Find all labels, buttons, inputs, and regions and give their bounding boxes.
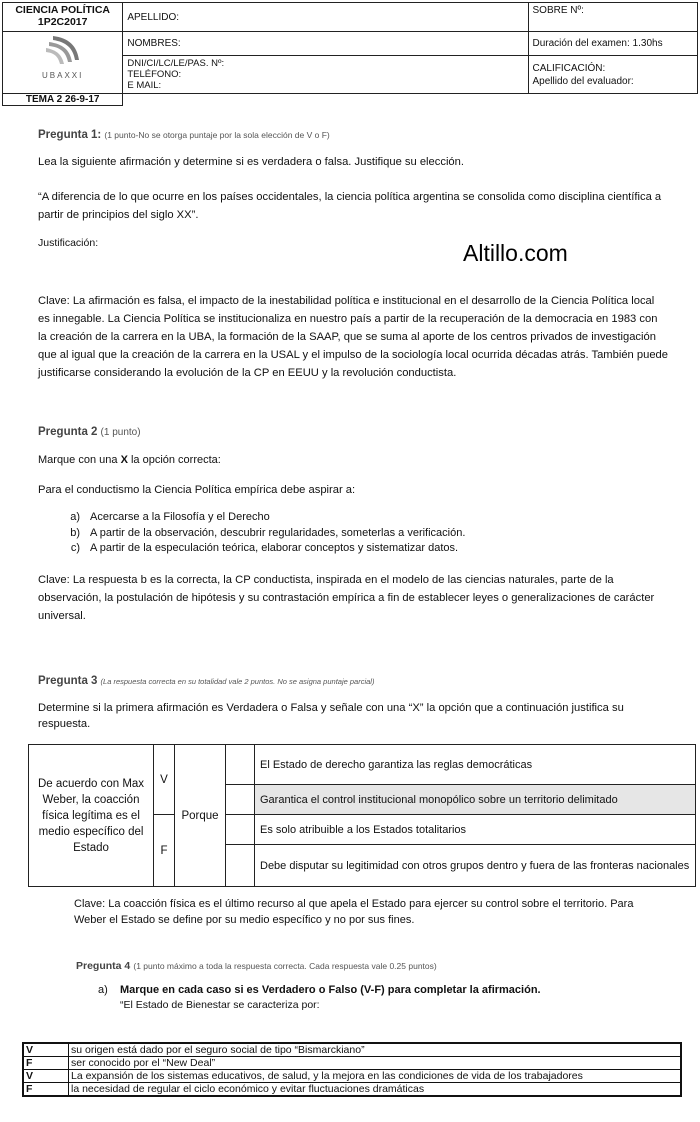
q2-clave: Clave: La respuesta b es la correcta, la CP conductista, inspirada en el modelo de las ciencias naturales, parte de la observación, la postulación de hipótesis y su contrastación empírica a fin de establecer leyes o generalizaciones de carácter universal. xyxy=(38,574,655,622)
table-row xyxy=(23,1083,681,1097)
course-name: CIENCIA POLÍTICA xyxy=(15,4,111,16)
q3-porque-label: Porque xyxy=(175,745,226,887)
watermark-text: Altillo.com xyxy=(463,240,568,266)
tema-label: TEMA 2 26-9-17 xyxy=(3,94,123,106)
q1-note: (1 punto-No se otorga puntaje por la sola elección de V o F) xyxy=(104,130,330,140)
duracion-text: Duración del examen: 1.30hs xyxy=(528,32,698,56)
q2-option-a[interactable]: a) Acercarse a la Filosofía y el Derecho xyxy=(70,511,270,523)
q2-title: Pregunta 2 xyxy=(38,426,98,438)
q2-instruction-pre: Marque con una xyxy=(38,454,121,466)
nombres-field[interactable]: NOMBRES: xyxy=(123,32,528,56)
q3-option-1: El Estado de derecho garantiza las reglas democráticas xyxy=(255,745,696,785)
course-cell xyxy=(3,3,123,32)
q2-instruction xyxy=(38,451,668,469)
course-code: 1P2C2017 xyxy=(37,16,88,28)
calificacion-field[interactable]: CALIFICACIÓN: xyxy=(532,62,606,74)
table-row xyxy=(23,1057,681,1070)
q4-item-letter: a) xyxy=(98,984,108,996)
q3-v-label[interactable]: V xyxy=(154,745,175,815)
q4-table xyxy=(22,1042,682,1097)
telefono-field[interactable]: TELÉFONO: xyxy=(127,69,182,80)
q3-checkbox-3[interactable] xyxy=(226,815,255,845)
apellido-field[interactable]: APELLIDO: xyxy=(123,3,528,32)
q1-clave: Clave: La afirmación es falsa, el impacto de la inestabilidad política e institucional en el desarrollo de la Ciencia Política local es innegable. La Ciencia Política se institucionaliza en nuestro país a partir de la recuperación de la democracia en 1983 con la creación de la carrera en la UBA, la formación de la SAAP, que se suma al aporte de los centros privados de investigación que al igual que la creación de la carrera en la USAL y el impulso de la sociología local ocurrida décadas atrás. También puede justificarse considerando la evolución de la CP en EEUU y la revolución conductista. xyxy=(38,295,668,379)
q1-statement: “A diferencia de lo que ocurre en los países occidentales, la ciencia política argentina se consolida como disciplina científica a partir de principios del siglo XX”. xyxy=(38,191,662,221)
q3-checkbox-2[interactable] xyxy=(226,785,255,815)
q4-answer-3[interactable]: V xyxy=(23,1070,69,1083)
q2-instruction-x: X xyxy=(120,454,128,466)
q3-clave: Clave: La coacción física es el último recurso al que apela el Estado para ejercer su control sobre el territorio. Para Weber el Estado se define por su medio específico y no por sus fines. xyxy=(74,898,634,926)
contact-fields xyxy=(123,56,528,94)
calificacion-cell xyxy=(528,56,698,94)
q4-statement-3: La expansión de los sistemas educativos, de salud, y la mejora en las condiciones de vida de los trabajadores xyxy=(69,1070,682,1083)
sobre-field[interactable]: SOBRE Nº: xyxy=(528,3,698,32)
q1-heading xyxy=(38,126,668,144)
dni-field[interactable]: DNI/CI/LC/LE/PAS. Nº: xyxy=(127,58,225,69)
exam-header xyxy=(2,2,698,106)
q2-option-b[interactable]: b) A partir de la observación, descubrir regularidades, someterlas a verificación. xyxy=(70,526,466,539)
q1-title: Pregunta 1: xyxy=(38,129,102,141)
email-field[interactable]: E MAIL: xyxy=(127,80,162,91)
q2-instruction-post: la opción correcta: xyxy=(127,454,221,466)
q3-heading xyxy=(38,672,668,691)
q3-option-2: Garantica el control institucional monopólico sobre un territorio delimitado xyxy=(255,785,696,815)
q4-item-quote: “El Estado de Bienestar se caracteriza por: xyxy=(120,999,320,1011)
q3-table xyxy=(28,744,696,887)
q3-f-label[interactable]: F xyxy=(154,815,175,887)
q4-statement-4: la necesidad de regular el ciclo económico y evitar fluctuaciones dramáticas xyxy=(69,1083,682,1097)
q3-title: Pregunta 3 xyxy=(38,675,98,687)
q4-statement-1: su origen está dado por el seguro social de tipo “Bismarckiano” xyxy=(69,1043,682,1057)
evaluador-field[interactable]: Apellido del evaluador: xyxy=(532,75,634,87)
table-row xyxy=(23,1070,681,1083)
q4-answer-2[interactable]: F xyxy=(23,1057,69,1070)
q4-item xyxy=(98,983,658,1013)
logo-cell xyxy=(3,32,123,94)
q2-heading xyxy=(38,423,668,442)
q3-checkbox-4[interactable] xyxy=(226,845,255,887)
q1-instruction: Lea la siguiente afirmación y determine si es verdadera o falsa. Justifique su elección. xyxy=(38,156,464,168)
q2-options xyxy=(56,510,686,557)
q2-note: (1 punto) xyxy=(100,427,141,438)
q3-checkbox-1[interactable] xyxy=(226,745,255,785)
q4-statement-2: ser conocido por el “New Deal” xyxy=(69,1057,682,1070)
q3-option-4: Debe disputar su legitimidad con otros grupos dentro y fuera de las fronteras nacionales xyxy=(255,845,696,887)
q1-justificacion-label: Justificación: xyxy=(38,237,99,249)
logo-text: UBAXXI xyxy=(42,71,84,80)
q3-instruction: Determine si la primera afirmación es Verdadera o Falsa y señale con una “X” la opción que a continuación justifica su respuesta. xyxy=(38,702,624,730)
q4-answer-1[interactable]: V xyxy=(23,1043,69,1057)
q3-note: (La respuesta correcta en su totalidad vale 2 puntos. No se asigna puntaje parcial) xyxy=(100,677,375,686)
q4-item-title: Marque en cada caso si es Verdadero o Falso (V-F) para completar la afirmación. xyxy=(120,984,541,996)
q4-answer-4[interactable]: F xyxy=(23,1083,69,1097)
q3-option-3: Es solo atribuible a los Estados totalitarios xyxy=(255,815,696,845)
q4-heading xyxy=(76,957,700,975)
q2-prompt: Para el conductismo la Ciencia Política empírica debe aspirar a: xyxy=(38,484,356,496)
q4-title: Pregunta 4 xyxy=(76,960,131,972)
q4-note: (1 punto máximo a toda la respuesta correcta. Cada respuesta vale 0.25 puntos) xyxy=(133,961,437,971)
q3-statement: De acuerdo con Max Weber, la coacción física legítima es el medio específico del Estado xyxy=(29,745,154,887)
table-row xyxy=(23,1043,681,1057)
ubaxxi-logo-icon xyxy=(33,34,93,72)
q2-option-c[interactable]: c) A partir de la especulación teórica, elaborar conceptos y sistematizar datos. xyxy=(70,542,459,554)
